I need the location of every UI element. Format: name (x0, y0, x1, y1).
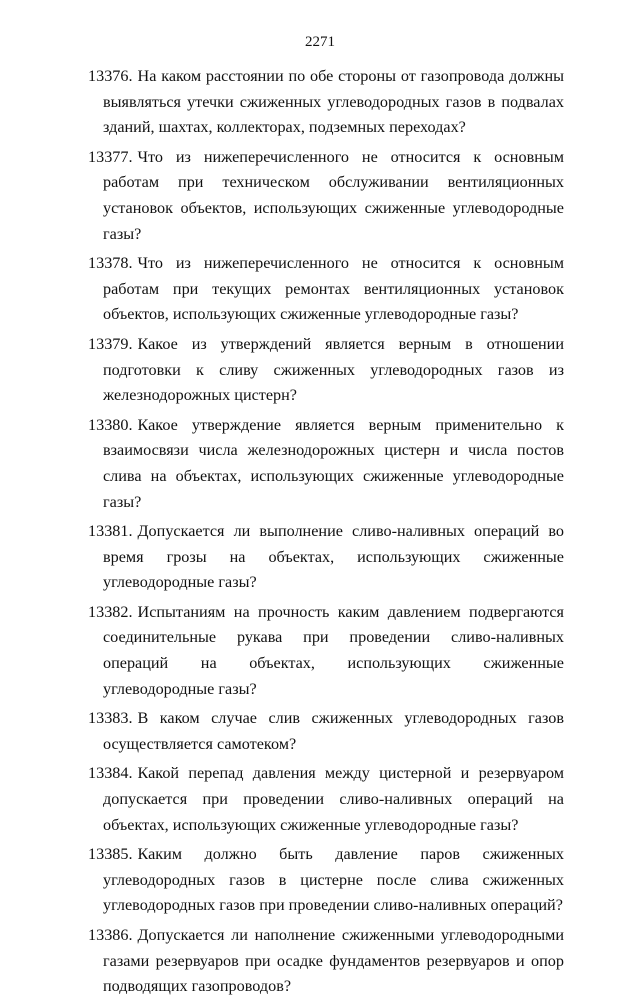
question-number: 13378. (88, 254, 133, 273)
question-item (88, 413, 564, 515)
question-text: Каким должно быть давление паров сжиженных углеводородных газов в цистерне после слива сжиженных углеводородных газов при проведении сливо-наливных операций? (103, 845, 564, 915)
question-text: Допускается ли выполнение сливо-наливных операций во время грозы на объектах, использующих сжиженные углеводородные газы? (103, 522, 564, 592)
question-item (88, 761, 564, 838)
question-item (88, 332, 564, 409)
question-number: 13379. (88, 334, 133, 353)
question-item (88, 842, 564, 919)
question-text: В каком случае слив сжиженных углеводородных газов осуществляется самотеком? (103, 709, 564, 753)
page-number: 2271 (305, 34, 335, 50)
question-number: 13384. (88, 764, 133, 783)
question-text: Что из нижеперечисленного не относится к основным работам при текущих ремонтах вентиляционных установок объектов, использующих сжиженные углеводородные газы? (103, 254, 564, 324)
question-number: 13380. (88, 415, 133, 434)
question-list (88, 64, 564, 1004)
question-number: 13381. (88, 522, 133, 541)
question-item (88, 145, 564, 247)
question-number: 13383. (88, 709, 133, 728)
question-item (88, 923, 564, 1000)
question-item (88, 519, 564, 596)
question-text: Какое из утверждений является верным в отношении подготовки к сливу сжиженных углеводородных газов из железнодорожных цистерн? (103, 334, 564, 405)
question-text: Какое утверждение является верным применительно к взаимосвязи числа железнодорожных цистерн и числа постов слива на объектах, использующих сжиженные углеводородные газы? (103, 415, 564, 511)
question-text: Допускается ли наполнение сжиженными углеводородными газами резервуаров при осадке фундаментов резервуаров и опор подводящих газопроводов? (103, 926, 564, 996)
question-text: Что из нижеперечисленного не относится к основным работам при техническом обслуживании вентиляционных установок объектов, использующих сжиженные углеводородные газы? (103, 147, 564, 243)
question-text: Какой перепад давления между цистерной и резервуаром допускается при проведении сливо-наливных операций на объектах, использующих сжиженные углеводородные газы? (103, 764, 564, 834)
question-number: 13377. (88, 147, 133, 166)
question-number: 13376. (88, 67, 133, 85)
question-item (88, 600, 564, 702)
question-number: 13382. (88, 602, 133, 621)
question-text: На каком расстоянии по обе стороны от газопровода должны выявляться утечки сжиженных углеводородных газов в подвалах зданий, шахтах, коллекторах, подземных переходах? (103, 67, 564, 137)
question-number: 13385. (88, 845, 133, 864)
question-item (88, 251, 564, 328)
question-number: 13386. (88, 926, 133, 944)
question-item (88, 706, 564, 757)
question-item (88, 64, 564, 141)
question-text: Испытаниям на прочность каким давлением подвергаются соединительные рукава при проведении сливо-наливных операций на объектах, использующих сжиженные углеводородные газы? (103, 602, 564, 698)
